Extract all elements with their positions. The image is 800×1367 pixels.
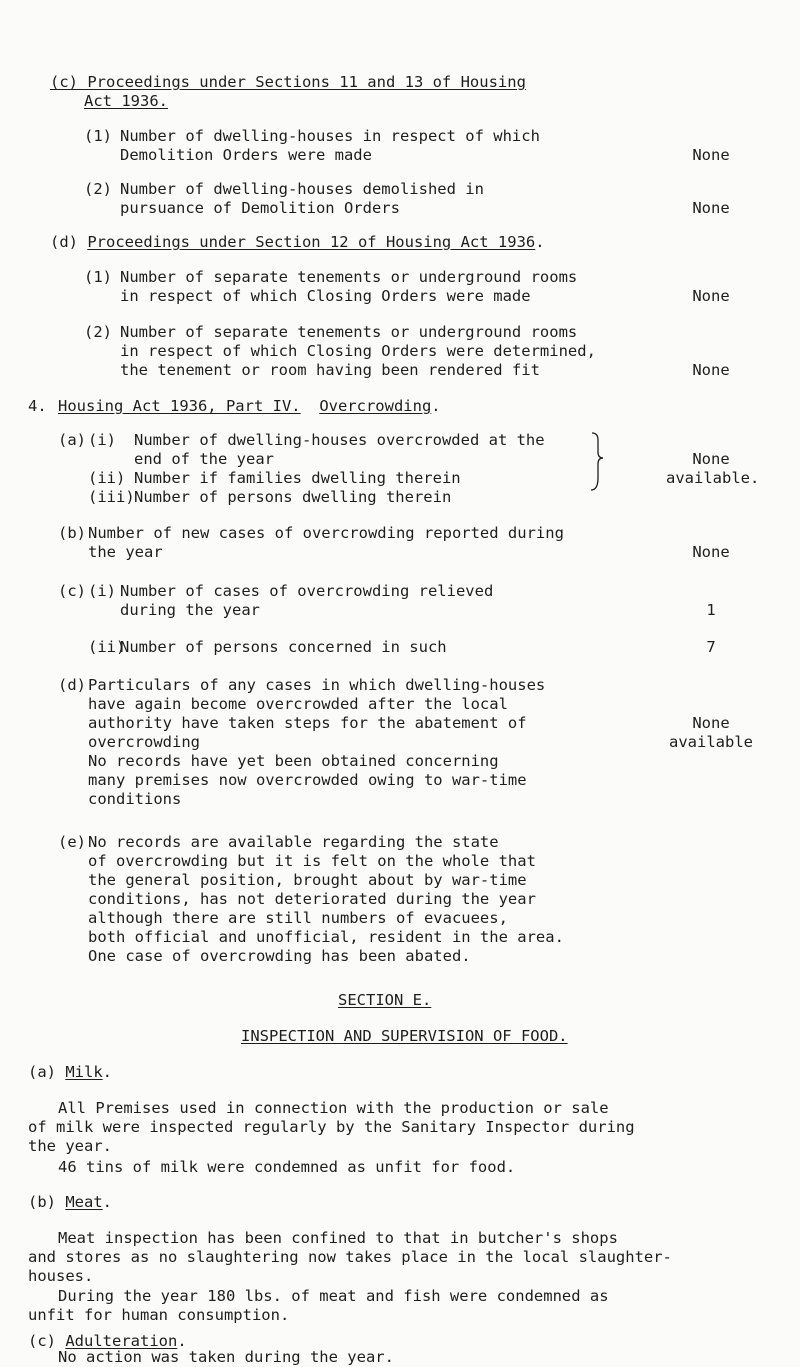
- 4a-i-line2: end of the year: [134, 450, 274, 468]
- d-item1-value: None: [692, 287, 730, 305]
- 4a-ii-label: (ii): [88, 469, 126, 487]
- 4c-label: (c): [58, 582, 86, 600]
- d-item2-label: (2): [84, 323, 112, 341]
- section-c-heading-line1: (c) Proceedings under Sections 11 and 13 of Housing: [50, 73, 526, 91]
- 4a-ii-text: Number if families dwelling therein: [134, 469, 461, 487]
- 4a-i-line1: Number of dwelling-houses overcrowded at the: [134, 431, 545, 449]
- milk-heading: (a) Milk.: [28, 1063, 112, 1081]
- meat-line3: houses.: [28, 1267, 94, 1285]
- c-item2-label: (2): [84, 180, 112, 198]
- section-c-heading-line2: Act 1936.: [84, 92, 168, 110]
- 4e-line3: the general position, brought about by war-time: [88, 871, 527, 889]
- 4e-line1: No records are available regarding the state: [88, 833, 499, 851]
- c-item2-line2: pursuance of Demolition Orders: [120, 199, 400, 217]
- 4e-line5: although there are still numbers of evacuees,: [88, 909, 508, 927]
- d-item1-label: (1): [84, 268, 112, 286]
- 4c-ii-value: 7: [706, 638, 716, 656]
- meat-line1: Meat inspection has been confined to that in butcher's shops: [58, 1229, 618, 1247]
- c-item1-line2: Demolition Orders were made: [120, 146, 372, 164]
- adulteration-line1: No action was taken during the year.: [58, 1348, 394, 1366]
- 4a-value-line1: None: [692, 450, 730, 468]
- meat-heading: (b) Meat.: [28, 1193, 112, 1211]
- milk-line2: of milk were inspected regularly by the Sanitary Inspector during: [28, 1118, 635, 1136]
- c-item1-line1: Number of dwelling-houses in respect of which: [120, 127, 540, 145]
- 4d-line7: conditions: [88, 790, 182, 808]
- section-d-heading: (d) Proceedings under Section 12 of Housing Act 1936.: [50, 233, 545, 251]
- 4a-prefix: (a): [58, 431, 86, 449]
- 4b-line1: Number of new cases of overcrowding reported during: [88, 524, 564, 542]
- 4d-line5: No records have yet been obtained concerning: [88, 752, 499, 770]
- 4d-value-line2: available: [669, 733, 753, 751]
- 4c-i-line1: Number of cases of overcrowding relieved: [120, 582, 494, 600]
- 4c-i-value: 1: [706, 601, 716, 619]
- c-item1-label: (1): [84, 127, 112, 145]
- 4d-value-line1: None: [692, 714, 730, 732]
- c-item1-value: None: [692, 146, 730, 164]
- 4c-ii-label: (ii): [88, 638, 126, 656]
- 4b-value: None: [692, 543, 730, 561]
- section-4-heading: Housing Act 1936, Part IV. Overcrowding.: [58, 397, 441, 415]
- meat-line5: unfit for human consumption.: [28, 1306, 290, 1324]
- d-item1-line1: Number of separate tenements or underground rooms: [120, 268, 578, 286]
- c-item2-line1: Number of dwelling-houses demolished in: [120, 180, 484, 198]
- 4a-iii-text: Number of persons dwelling therein: [134, 488, 452, 506]
- d-item2-line1: Number of separate tenements or underground rooms: [120, 323, 578, 341]
- 4a-i-label: (i): [88, 431, 116, 449]
- milk-line3: the year.: [28, 1137, 112, 1155]
- 4a-iii-label: (iii): [88, 488, 135, 506]
- 4e-line6: both official and unofficial, resident in the area.: [88, 928, 564, 946]
- adulteration-heading: (c) Adulteration.: [28, 1332, 187, 1350]
- d-item1-line2: in respect of which Closing Orders were made: [120, 287, 531, 305]
- section-e-subtitle: INSPECTION AND SUPERVISION OF FOOD.: [241, 1027, 568, 1045]
- 4d-line1: Particulars of any cases in which dwelling-houses: [88, 676, 546, 694]
- section-e-title: SECTION E.: [338, 991, 432, 1009]
- d-item2-line3: the tenement or room having been rendered fit: [120, 361, 540, 379]
- meat-line4: During the year 180 lbs. of meat and fish were condemned as: [58, 1287, 609, 1305]
- 4d-line3: authority have taken steps for the abatement of: [88, 714, 527, 732]
- d-item2-line2: in respect of which Closing Orders were determined,: [120, 342, 596, 360]
- 4e-line2: of overcrowding but it is felt on the whole that: [88, 852, 536, 870]
- milk-line1: All Premises used in connection with the production or sale: [58, 1099, 609, 1117]
- 4d-line4: overcrowding: [88, 733, 200, 751]
- d-item2-value: None: [692, 361, 730, 379]
- 4b-label: (b): [58, 524, 86, 542]
- section-4-number: 4.: [28, 397, 47, 415]
- 4c-i-label: (i): [88, 582, 116, 600]
- 4c-ii-text: Number of persons concerned in such: [120, 638, 447, 656]
- 4e-line7: One case of overcrowding has been abated.: [88, 947, 471, 965]
- 4d-line6: many premises now overcrowded owing to war-time: [88, 771, 527, 789]
- 4d-line2: have again become overcrowded after the local: [88, 695, 508, 713]
- 4d-label: (d): [58, 676, 86, 694]
- 4a-value-line2: available.: [666, 469, 760, 487]
- 4e-line4: conditions, has not deteriorated during the year: [88, 890, 536, 908]
- c-item2-value: None: [692, 199, 730, 217]
- 4b-line2: the year: [88, 543, 163, 561]
- milk-line4: 46 tins of milk were condemned as unfit for food.: [58, 1158, 516, 1176]
- 4e-label: (e): [58, 833, 86, 851]
- meat-line2: and stores as no slaughtering now takes place in the local slaughter-: [28, 1248, 672, 1266]
- 4c-i-line2: during the year: [120, 601, 260, 619]
